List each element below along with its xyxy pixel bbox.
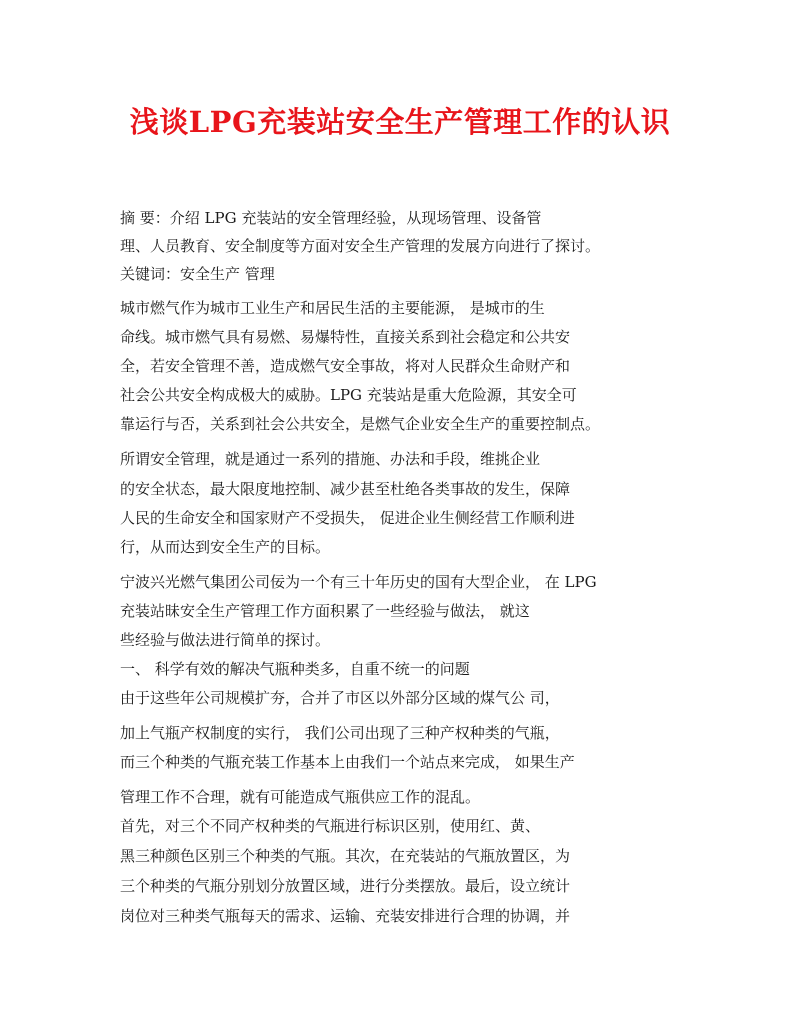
body-line: 些经验与做法进行简单的探讨。 [120, 631, 331, 649]
body-line: 靠运行与否，关系到社会公共安全，是燃气企业安全生产的重要控制点。 [120, 415, 601, 433]
body-line: 首先，对三个不同产权种类的气瓶进行标识区别，使用红、黄、 [120, 817, 541, 835]
body-line: 而三个种类的气瓶充装工作基本上由我们一个站点来完成， 如果生产 [120, 753, 575, 771]
body-line: 加上气瓶产权制度的实行， 我们公司出现了三种产权种类的气瓶， [120, 724, 560, 742]
body-line: 人民的生命安全和国家财产不受损失， 促进企业生侧经营工作顺利进 [120, 509, 575, 527]
body-line: 由于这些年公司规模扩夯，合并了市区以外部分区域的煤气公 司， [120, 689, 560, 707]
body-line: 命线。城市燃气具有易燃、易爆特性，直接关系到社会稳定和公共安 [120, 328, 571, 346]
body-line: 全，若安全管理不善，造成燃气安全事故，将对人民群众生命财产和 [120, 357, 571, 375]
body-line: 管理工作不合理，就有可能造成气瓶供应工作的混乱。 [120, 788, 481, 806]
body-line: 理、人员教育、安全制度等方面对安全生产管理的发展方向进行了探讨。 [120, 237, 601, 255]
body-line: 充装站昧安全生产管理工作方面积累了一些经验与做法， 就这 [120, 602, 530, 620]
body-line: 岗位对三种类气瓶每天的需求、运输、充装安排进行合理的协调，并 [120, 907, 571, 925]
body-line: 社会公共安全构成极大的威胁。LPG 充装站是重大危险源，其安全可 [120, 386, 577, 404]
body-line: 行，从而达到安全生产的目标。 [120, 538, 331, 556]
body-line: 的安全状态，最大限度地控制、减少甚至杜绝各类事故的发生，保障 [120, 480, 571, 498]
body-line: 城市燃气作为城市工业生产和居民生活的主要能源， 是城市的生 [120, 299, 545, 317]
section-heading: 一、 科学有效的解决气瓶种类多，自重不统一的问题 [120, 660, 470, 678]
body-line: 摘 要：介绍 LPG 充装站的安全管理经验，从现场管理、设备管 [120, 209, 542, 227]
body-line: 所谓安全管理，就是通过一系列的措施、办法和手段，维挑企业 [120, 450, 541, 468]
body-line: 宁波兴光燃气集团公司佞为一个有三十年历史的国有大型企业， 在 LPG [120, 573, 597, 591]
document-title: 浅谈LPG充装站安全生产管理工作的认识 [129, 105, 671, 139]
body-line: 黑三种颜色区别三个种类的气瓶。其次，在充装站的气瓶放置区，为 [120, 847, 571, 865]
body-line: 三个种类的气瓶分别划分放置区域，进行分类摆放。最后，设立统计 [120, 877, 571, 895]
body-line: 关键词：安全生产 管理 [120, 265, 275, 283]
